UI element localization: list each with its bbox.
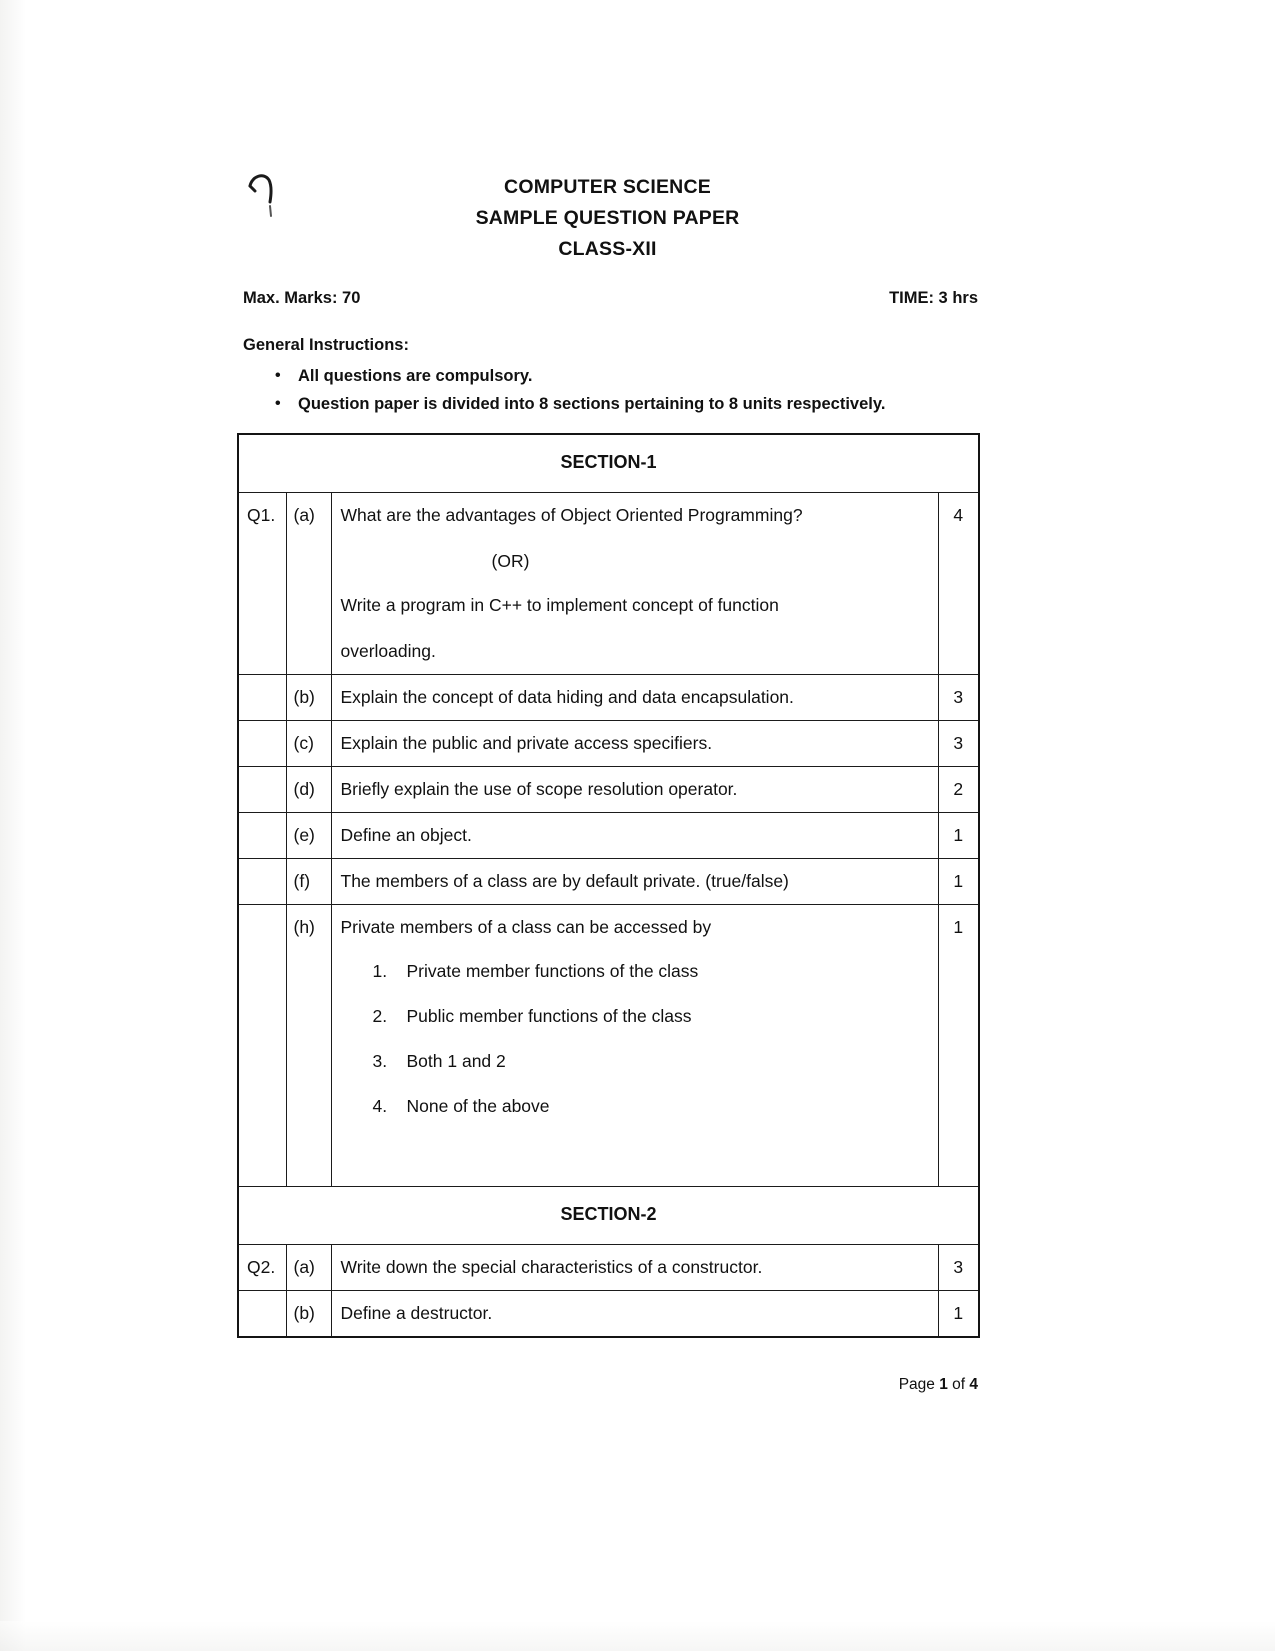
marks-value: 3 — [938, 675, 979, 721]
marks-value: 1 — [938, 813, 979, 859]
question-text: Explain the public and private access specifiers. — [331, 721, 938, 767]
alternate-question-line-2: overloading. — [340, 641, 436, 661]
question-text: Define an object. — [331, 813, 938, 859]
question-number — [238, 905, 286, 1187]
page-footer — [237, 1376, 978, 1394]
list-item: None of the above — [406, 1096, 550, 1116]
question-part: (a) — [286, 493, 331, 675]
instruction-text: All questions are compulsory. — [298, 367, 533, 385]
marks-value: 3 — [938, 1245, 979, 1291]
section-header-row — [238, 434, 979, 493]
question-text: Explain the concept of data hiding and data encapsulation. — [331, 675, 938, 721]
title-line-3: CLASS-XII — [558, 238, 657, 260]
marks-value: 1 — [938, 905, 979, 1187]
scan-edge-shadow-bottom — [0, 1621, 1275, 1651]
title-line-2: SAMPLE QUESTION PAPER — [475, 207, 740, 229]
question-number: Q2. — [238, 1245, 286, 1291]
cell-bottom-padding — [341, 1137, 931, 1177]
instruction-text: Question paper is divided into 8 sections pertaining to 8 units respectively. — [298, 395, 886, 413]
table-row — [238, 813, 979, 859]
list-item — [243, 362, 978, 390]
section-2-label: SECTION-2 — [238, 1187, 979, 1245]
question-table — [237, 433, 980, 1338]
question-number — [238, 721, 286, 767]
list-item — [243, 390, 978, 418]
question-number — [238, 859, 286, 905]
exam-meta-row — [243, 289, 978, 308]
table-row — [238, 1291, 979, 1338]
marks-value: 1 — [938, 1291, 979, 1338]
question-text: Private members of a class can be accessed by — [340, 917, 712, 937]
marks-value: 4 — [938, 493, 979, 675]
question-number — [238, 1291, 286, 1338]
alternate-question-line-1: Write a program in C++ to implement concept of function — [340, 595, 779, 615]
question-number — [238, 675, 286, 721]
bullet-icon: • — [275, 395, 281, 412]
max-marks-label: Max. Marks: 70 — [243, 289, 361, 307]
bullet-icon: • — [275, 367, 281, 384]
question-text-cell — [331, 493, 938, 675]
list-item: Both 1 and 2 — [406, 1051, 506, 1071]
scan-edge-shadow-left — [0, 0, 26, 1651]
page-number: 1 — [939, 1376, 948, 1393]
question-text: What are the advantages of Object Oriented Programming? — [340, 505, 803, 525]
question-part: (d) — [286, 767, 331, 813]
list-item: Private member functions of the class — [406, 961, 699, 981]
marks-value: 2 — [938, 767, 979, 813]
time-label: TIME: 3 hrs — [889, 289, 978, 307]
question-text-cell — [331, 905, 938, 1187]
question-number — [238, 767, 286, 813]
question-part: (e) — [286, 813, 331, 859]
marks-value: 1 — [938, 859, 979, 905]
general-instructions-heading: General Instructions: — [243, 336, 409, 354]
question-number: Q1. — [238, 493, 286, 675]
table-row — [238, 675, 979, 721]
page-title — [237, 172, 978, 265]
question-number — [238, 813, 286, 859]
table-row — [238, 721, 979, 767]
or-separator: (OR) — [491, 551, 530, 571]
marks-value: 3 — [938, 721, 979, 767]
page-total: 4 — [969, 1376, 978, 1393]
general-instructions-list — [243, 362, 978, 418]
page-label-prefix: Page — [898, 1376, 940, 1393]
question-part: (b) — [286, 1291, 331, 1338]
question-part: (a) — [286, 1245, 331, 1291]
question-text: Briefly explain the use of scope resolution operator. — [331, 767, 938, 813]
table-row — [238, 859, 979, 905]
mcq-options-list — [341, 957, 931, 1120]
section-1-label: SECTION-1 — [238, 434, 979, 493]
question-part: (h) — [286, 905, 331, 1187]
table-row — [238, 767, 979, 813]
title-line-1: COMPUTER SCIENCE — [504, 176, 711, 198]
question-text: The members of a class are by default private. (true/false) — [331, 859, 938, 905]
table-row — [238, 905, 979, 1187]
question-part: (c) — [286, 721, 331, 767]
table-row — [238, 1245, 979, 1291]
list-item: Public member functions of the class — [406, 1006, 692, 1026]
table-row — [238, 493, 979, 675]
section-header-row — [238, 1187, 979, 1245]
question-part: (b) — [286, 675, 331, 721]
question-text: Define a destructor. — [331, 1291, 938, 1338]
question-part: (f) — [286, 859, 331, 905]
question-text: Write down the special characteristics of a constructor. — [331, 1245, 938, 1291]
page-label-middle: of — [947, 1376, 970, 1393]
